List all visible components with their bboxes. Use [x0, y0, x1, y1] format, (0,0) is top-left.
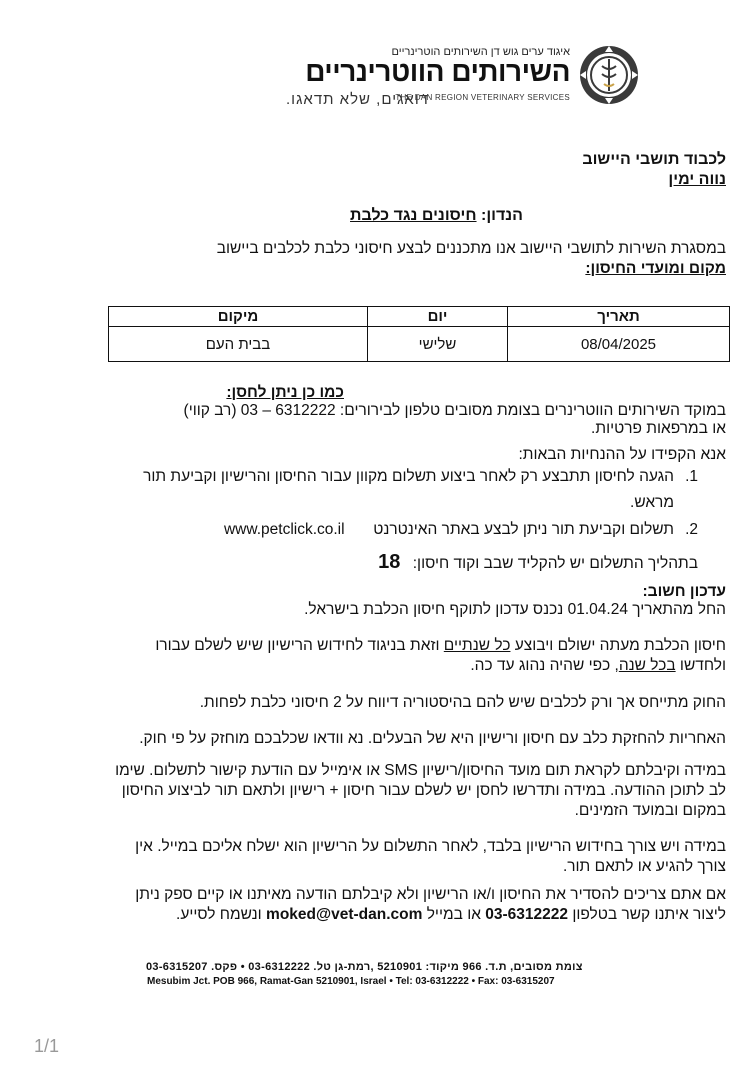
update-p6-line-1: במידה ויש צורך בחידוש הרישיון בלבד, לאחר התשלום על הרישיון הוא ישלח אליכם במייל. אין: [135, 838, 726, 855]
update-p5-line-1: במידה וקיבלתם לקראת תום מועד החיסון/רישיון SMS או אימייל עם הודעת קישור לתשלום. שימו: [115, 762, 726, 779]
intro-text: במסגרת השירות לתושבי היישוב אנו מתכננים לבצע חיסוני כלבת לכלבים ביישוב: [216, 240, 726, 257]
update-p4: האחריות להחזקת כלב עם חיסון ורישיון היא של הבעלים. נא וודאו שכלבכם מוחזק על פי חוק.: [139, 730, 726, 747]
update-p7-text-b: או במייל: [422, 906, 486, 923]
instruction-2-line: [224, 520, 674, 540]
instruction-1-text: הגעה לחיסון תתבצע רק לאחר ביצוע תשלום מקוון עבור החיסון והרישיון וקביעת תור: [143, 468, 674, 485]
update-p2-underlined-2: בכל שנה: [618, 657, 676, 674]
update-p5-line-2: לב לתוכן ההודעה. במידה ותדרשו לחסן יש לשלם עבור חיסון + רישיון ולתאם תור לביצוע החיסון: [121, 782, 726, 799]
also-line-2: או במרפאות פרטיות.: [591, 420, 726, 437]
update-p6-line-2: צורך להגיע או לתאם תור.: [562, 858, 726, 875]
instruction-2-number: 2.: [685, 521, 698, 538]
update-p7-line-1: אם אתם צריכים להסדיר את החיסון ו/או הרישיון ולא קיבלתם הודעה מאיתנו או קיים ספק ניתן: [135, 886, 726, 903]
update-p3: החוק מתייחס אך ורק לכלבים שיש להם בהיסטוריה דיווח על 2 חיסוני כלבת לפחות.: [199, 694, 726, 711]
table-header-day: יום: [368, 307, 508, 327]
update-p2-text-b: וזאת בניגוד לחידוש הרישיון שיש לשלם עבורו: [155, 637, 444, 654]
update-p7-text-a: ליצור איתנו קשר בטלפון: [568, 906, 726, 923]
subject-line: [350, 206, 523, 226]
page-counter: 1/1: [34, 1036, 60, 1056]
code-line: [378, 552, 698, 574]
update-p7-line-2: [176, 905, 726, 925]
veterinary-services-logo: [578, 44, 640, 106]
vaccine-code: 18: [378, 551, 401, 573]
contact-phone[interactable]: 03-6312222: [485, 906, 569, 923]
update-p2-underlined-1: כל שנתיים: [443, 637, 511, 654]
update-p2-line-2: [470, 656, 726, 676]
footer-address-hebrew: צומת מסובים, ת.ד. 966 מיקוד: 5210901 ,רמת-גן טל. 03-6312222 • פקס. 03-6315207: [146, 961, 583, 973]
instruction-1-number: 1.: [685, 468, 698, 485]
code-line-text: בתהליך התשלום יש להקליד שבב וקוד חיסון:: [412, 555, 698, 572]
update-p7-text-c: ונשמח לסייע.: [176, 906, 267, 923]
instruction-2-text: תשלום וקביעת תור ניתן לבצע באתר האינטרנט: [373, 521, 674, 538]
instruction-1-continued: מראש.: [630, 494, 674, 511]
table-header-date: תאריך: [508, 307, 730, 327]
update-line-1: החל מהתאריך 01.04.24 נכנס עדכון לתוקף חיסון הכלבת בישראל.: [304, 601, 726, 618]
update-heading: עדכון חשוב:: [642, 583, 726, 600]
subject-text: חיסונים נגד כלבת: [350, 207, 477, 224]
contact-email-link[interactable]: moked@vet-dan.com: [266, 906, 423, 923]
recipient-line-1: לכבוד תושבי היישוב: [582, 151, 726, 168]
schedule-heading: מקום ומועדי החיסון:: [585, 260, 726, 277]
update-p2-text-d: , כפי שהיה נהוג עד כה.: [470, 657, 619, 674]
table-cell-location: בבית העם: [109, 327, 368, 362]
also-heading: כמו כן ניתן לחסן:: [226, 384, 344, 401]
recipient-line-2: נווה ימין: [668, 171, 726, 188]
table-cell-day: שלישי: [368, 327, 508, 362]
slogan: דואגים, שלא תדאגו.: [286, 91, 430, 108]
table-header-row: [109, 307, 730, 327]
table-cell-date: 08/04/2025: [508, 327, 730, 362]
org-name-english: THE DAN REGION VETERINARY SERVICES: [395, 93, 570, 102]
update-p5-line-3: במקום ובמועד הזמינים.: [574, 802, 726, 819]
org-name: השירותים הווטרינריים: [305, 56, 570, 87]
org-subtitle: איגוד ערים גוש דן השירותים הוטרינריים: [391, 46, 570, 58]
also-line-1: במוקד השירותים הווטרינרים בצומת מסובים טלפון לבירורים: 6312222 – 03 (רב קווי): [183, 402, 726, 419]
petclick-link[interactable]: www.petclick.co.il: [223, 521, 345, 538]
table-header-location: מיקום: [109, 307, 368, 327]
update-p2-line-1: [155, 636, 726, 656]
table-row: [109, 327, 730, 362]
footer-address-english: Mesubim Jct. POB 966, Ramat-Gan 5210901, Israel • Tel: 03-6312222 • Fax: 03-6315207: [147, 976, 555, 987]
update-p2-text-c: ולחדשו: [675, 657, 726, 674]
schedule-table: [108, 306, 730, 362]
instructions-intro: אנא הקפידו על ההנחיות הבאות:: [518, 446, 726, 463]
update-p2-text-a: חיסון הכלבת מעתה ישולם ויבוצע: [510, 637, 726, 654]
subject-prefix: הנדון:: [480, 207, 523, 224]
